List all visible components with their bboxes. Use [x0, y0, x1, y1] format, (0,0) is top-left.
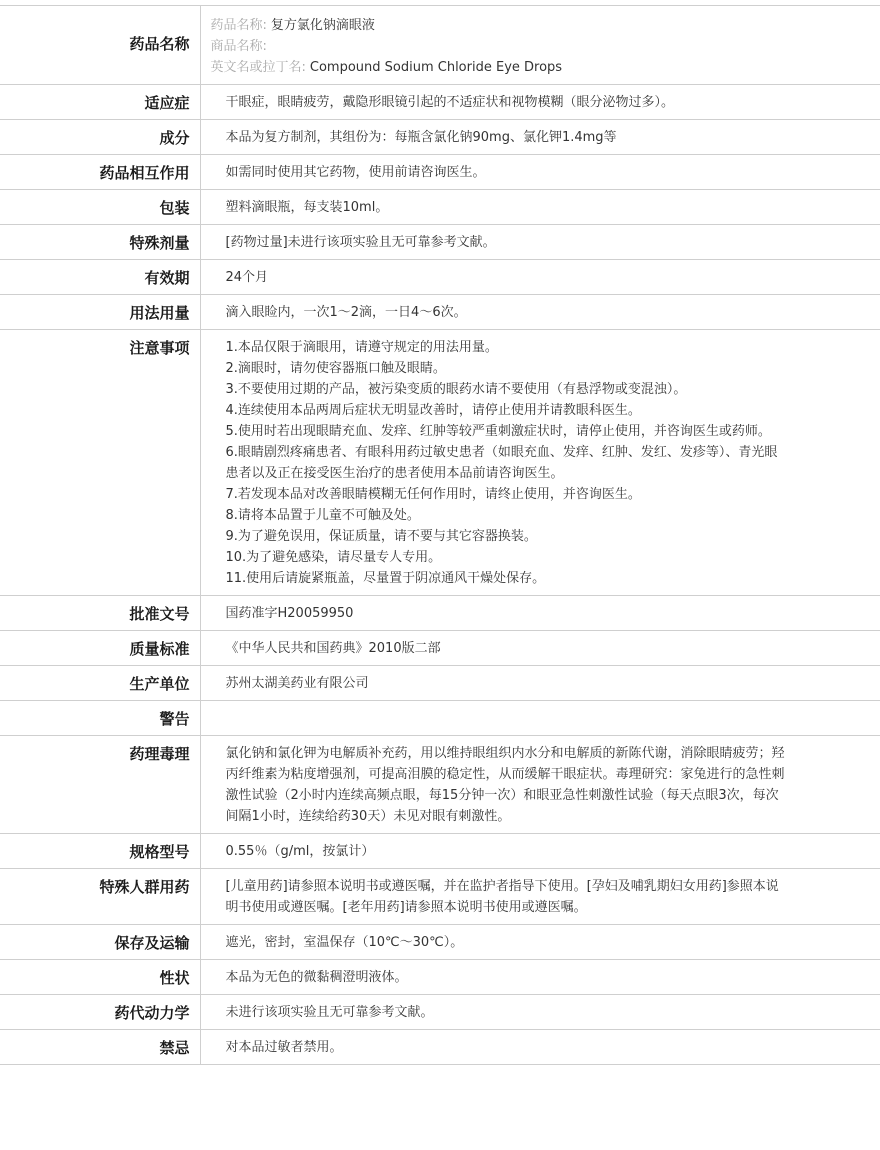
row-value: 对本品过敏者禁用。	[200, 1030, 880, 1065]
row-label: 质量标准	[0, 631, 200, 666]
english-name-line	[211, 57, 880, 78]
generic-name-value: 复方氯化钠滴眼液	[270, 18, 375, 33]
row-value: 《中华人民共和国药典》2010版二部	[200, 631, 880, 666]
row-value: 国药准字H20059950	[200, 596, 880, 631]
row-packaging	[0, 190, 880, 225]
precaution-item: 9.为了避免误用，保证质量，请不要与其它容器换装。	[225, 529, 537, 544]
generic-name-line	[211, 15, 880, 36]
row-warning	[0, 701, 880, 736]
row-label: 特殊剂量	[0, 225, 200, 260]
row-shelf-life	[0, 260, 880, 295]
row-label: 有效期	[0, 260, 200, 295]
row-label: 警告	[0, 701, 200, 736]
row-label: 用法用量	[0, 295, 200, 330]
row-approval-number	[0, 596, 880, 631]
drug-spec-table	[0, 5, 880, 1065]
row-label: 特殊人群用药	[0, 869, 200, 925]
row-precautions	[0, 330, 880, 596]
english-name-key: 英文名或拉丁名:	[210, 60, 306, 75]
precaution-item: 4.连续使用本品两周后症状无明显改善时，请停止使用并请教眼科医生。	[225, 403, 641, 418]
row-label: 性状	[0, 960, 200, 995]
row-value: 干眼症，眼睛疲劳，戴隐形眼镜引起的不适症状和视物模糊（眼分泌物过多）。	[200, 85, 880, 120]
precautions-list	[200, 330, 880, 596]
row-label: 注意事项	[0, 330, 200, 596]
row-special-dosage	[0, 225, 880, 260]
trade-name-line	[211, 36, 880, 57]
row-label: 批准文号	[0, 596, 200, 631]
row-label: 禁忌	[0, 1030, 200, 1065]
row-value: 0.55％（g/ml，按氯计）	[200, 834, 880, 869]
trade-name-key: 商品名称:	[210, 39, 267, 54]
row-label: 药代动力学	[0, 995, 200, 1030]
row-value	[200, 701, 880, 736]
english-name-value: Compound Sodium Chloride Eye Drops	[309, 60, 563, 75]
row-value: 24个月	[200, 260, 880, 295]
row-specification	[0, 834, 880, 869]
precaution-item: 11.使用后请旋紧瓶盖，尽量置于阴凉通风干燥处保存。	[225, 571, 546, 586]
precaution-item: 1.本品仅限于滴眼用，请遵守规定的用法用量。	[225, 340, 498, 355]
row-manufacturer	[0, 666, 880, 701]
row-value: 本品为复方制剂，其组份为：每瓶含氯化钠90mg、氯化钾1.4mg等	[200, 120, 880, 155]
row-value: 滴入眼睑内，一次1～2滴，一日4～6次。	[200, 295, 880, 330]
row-drug-name	[0, 6, 880, 85]
row-label: 规格型号	[0, 834, 200, 869]
row-label: 包装	[0, 190, 200, 225]
row-quality-standard	[0, 631, 880, 666]
row-indications	[0, 85, 880, 120]
row-label: 药品名称	[0, 6, 200, 85]
row-description	[0, 960, 880, 995]
generic-name-key: 药品名称:	[210, 18, 267, 33]
row-pharmacokinetics	[0, 995, 880, 1030]
row-label: 适应症	[0, 85, 200, 120]
warning-value	[226, 708, 791, 727]
row-label: 成分	[0, 120, 200, 155]
row-label: 保存及运输	[0, 925, 200, 960]
row-value: 如需同时使用其它药物，使用前请咨询医生。	[200, 155, 880, 190]
row-value: 塑料滴眼瓶，每支装10ml。	[200, 190, 880, 225]
row-value: 苏州太湖美药业有限公司	[200, 666, 880, 701]
precaution-item: 8.请将本品置于儿童不可触及处。	[225, 508, 420, 523]
row-special-populations	[0, 869, 880, 925]
precaution-item: 2.滴眼时，请勿使容器瓶口触及眼睛。	[225, 361, 446, 376]
row-interactions	[0, 155, 880, 190]
row-label: 药品相互作用	[0, 155, 200, 190]
precaution-item: 6.眼睛剧烈疼痛患者、有眼科用药过敏史患者（如眼充血、发痒、红肿、发红、发疹等）、青光眼患者以及正在接受医生治疗的患者使用本品前请咨询医生。	[225, 445, 778, 481]
precaution-item: 7.若发现本品对改善眼睛模糊无任何作用时，请终止使用，并咨询医生。	[225, 487, 641, 502]
row-contraindications	[0, 1030, 880, 1065]
row-storage	[0, 925, 880, 960]
row-value: 本品为无色的微黏稠澄明液体。	[200, 960, 880, 995]
row-value: 未进行该项实验且无可靠参考文献。	[200, 995, 880, 1030]
drug-names-cell	[200, 6, 880, 85]
row-value: 遮光，密封，室温保存（10℃～30℃）。	[200, 925, 880, 960]
row-label: 药理毒理	[0, 736, 200, 834]
precaution-item: 5.使用时若出现眼睛充血、发痒、红肿等较严重刺激症状时，请停止使用，并咨询医生或药师。	[225, 424, 771, 439]
row-pharmacology	[0, 736, 880, 834]
row-value: 氯化钠和氯化钾为电解质补充药，用以维持眼组织内水分和电解质的新陈代谢，消除眼睛疲劳；羟丙纤维素为粘度增强剂，可提高泪膜的稳定性，从而缓解干眼症状。毒理研究：家兔进行的急性刺激性试验（2小时内连续高频点眼，每15分钟一次）和眼亚急性刺激性试验（每天点眼3次，每次间隔1小时，连续给药30天）未见对眼有刺激性。	[200, 736, 880, 834]
row-dosage	[0, 295, 880, 330]
precaution-item: 3.不要使用过期的产品，被污染变质的眼药水请不要使用（有悬浮物或变混浊）。	[225, 382, 687, 397]
row-value: [药物过量]未进行该项实验且无可靠参考文献。	[200, 225, 880, 260]
precaution-item: 10.为了避免感染，请尽量专人专用。	[225, 550, 442, 565]
row-ingredients	[0, 120, 880, 155]
row-label: 生产单位	[0, 666, 200, 701]
row-value: [儿童用药]请参照本说明书或遵医嘱，并在监护者指导下使用。[孕妇及哺乳期妇女用药]参照本说明书使用或遵医嘱。[老年用药]请参照本说明书使用或遵医嘱。	[200, 869, 880, 925]
